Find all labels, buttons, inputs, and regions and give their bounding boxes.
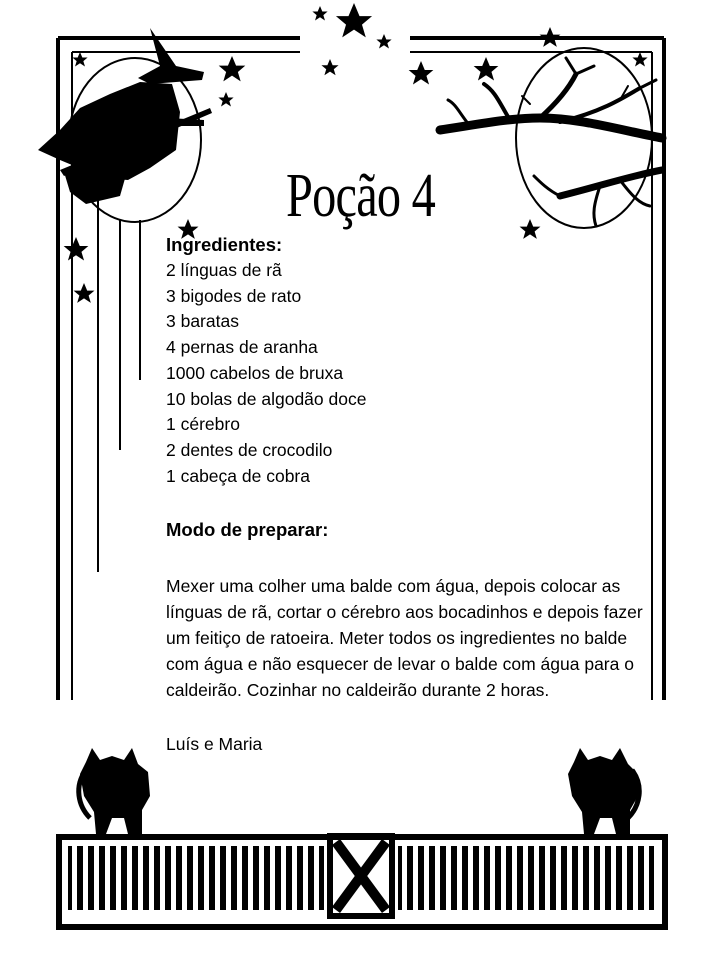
list-item: 3 bigodes de rato — [166, 285, 302, 306]
authors: Luís e Maria — [166, 734, 263, 755]
black-cat-icon — [568, 748, 639, 834]
list-item: 1 cabeça de cobra — [166, 465, 310, 486]
list-item: 2 dentes de crocodilo — [166, 439, 333, 460]
barn-gate-icon — [330, 836, 392, 916]
list-item: 10 bolas de algodão doce — [166, 388, 367, 409]
list-item: 1 cérebro — [166, 414, 240, 435]
recipe-body — [166, 232, 646, 757]
moon-icon — [516, 48, 652, 228]
list-item: 2 línguas de rã — [166, 260, 282, 280]
bare-tree-branch-icon — [440, 58, 662, 226]
list-item: 3 baratas — [166, 311, 239, 332]
witch-on-broom-icon — [38, 28, 212, 204]
preparation-heading: Modo de preparar: — [166, 519, 329, 541]
page-title: Poção 4 — [286, 162, 436, 230]
ingredients-heading: Ingredientes: — [166, 234, 283, 255]
preparation-text: Mexer uma colher uma balde com água, depois colocar as línguas de rã, cortar o cérebro aos bocadinhos e depois fazer um feitiço de ratoeira. Meter todos os ingredientes no balde com água e não esquecer de levar o balde com água para o caldeirão. Cozinhar no caldeirão durante 2 horas. — [166, 576, 643, 701]
list-item: 4 pernas de aranha — [166, 337, 318, 358]
ingredients-list — [166, 258, 646, 489]
list-item: 1000 cabelos de bruxa — [166, 362, 344, 383]
black-cat-icon — [79, 748, 150, 834]
